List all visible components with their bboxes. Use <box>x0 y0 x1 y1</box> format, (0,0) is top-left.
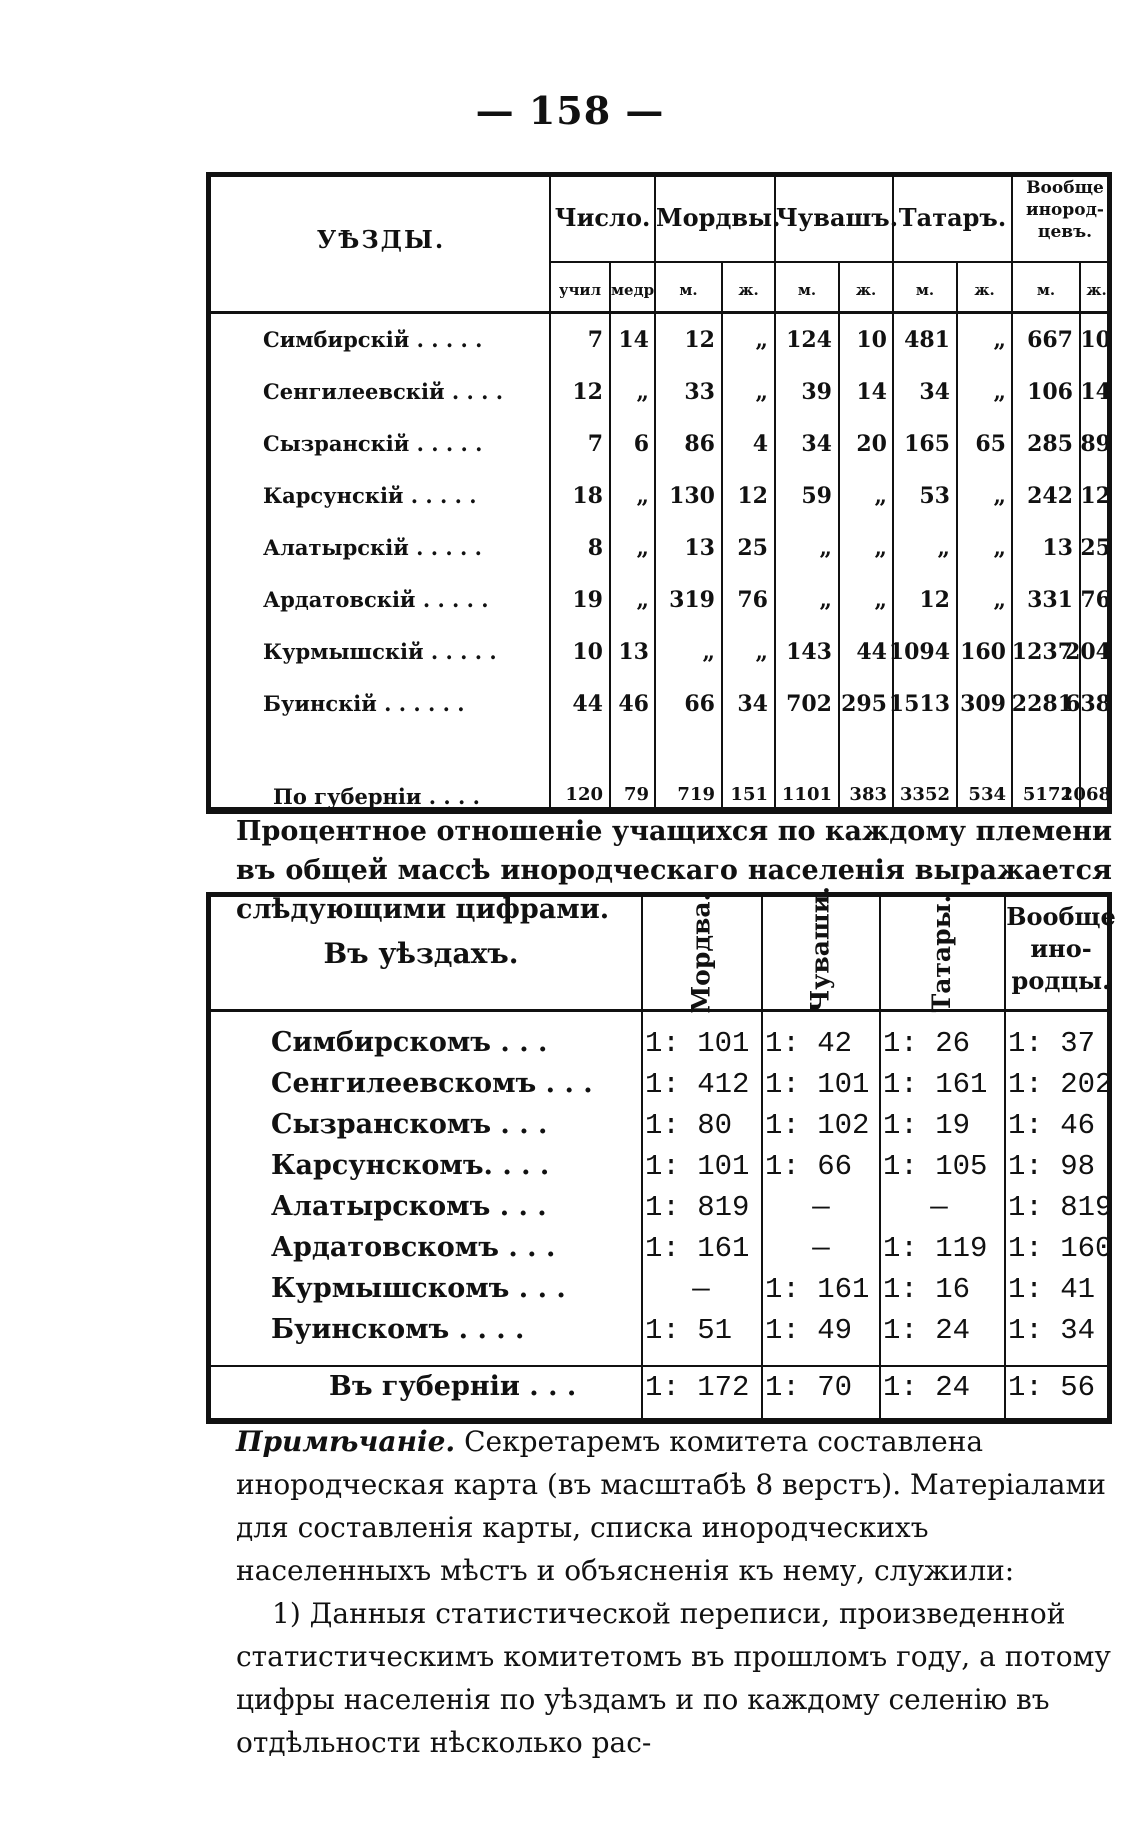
table-cell: 319 <box>669 587 715 613</box>
table-cell: 18 <box>572 483 603 509</box>
header-chuvash: Чувашъ. <box>776 203 899 232</box>
table-cell: 3352 <box>899 784 950 805</box>
ratio-cell: 1: 26 <box>883 1027 971 1060</box>
subheader: м. <box>679 281 698 299</box>
table-cell: 89 <box>1080 431 1111 457</box>
header-chislo: Число. <box>554 203 651 232</box>
table-cell: 285 <box>1027 431 1073 457</box>
table-cell: 204 <box>1065 639 1111 665</box>
table-cell: 44 <box>856 639 887 665</box>
table-cell: 1237 <box>1011 639 1073 665</box>
subheader: ж. <box>738 281 759 299</box>
ratio-cell: 1: 119 <box>883 1232 988 1265</box>
table-cell: 143 <box>786 639 832 665</box>
district-name: Карсунскій . . . . . <box>263 483 477 508</box>
table-cell: „ <box>874 535 887 561</box>
note-item-1: 1) Данныя статистической переписи, произведенной статистическимъ комитетомъ въ прошломъ году, а потому цифры населенія по уѣздамъ и по каждому селенію въ отдѣльности нѣсколько рас- <box>236 1597 1111 1759</box>
total-rule <box>211 1365 1107 1367</box>
ratio-cell: 1: 101 <box>645 1150 750 1183</box>
table-cell: 10 <box>572 639 603 665</box>
header-uezdy: УѢЗДЫ. <box>316 225 446 254</box>
district-name: Ардатовскомъ . . . <box>271 1232 556 1263</box>
ratio-table <box>206 885 1116 1424</box>
ratio-cell: 1: 101 <box>645 1027 750 1060</box>
header-voobshche: Вообще ино- родцы. <box>1006 902 1116 995</box>
table-cell: 2281 <box>1011 691 1073 717</box>
table-cell: 130 <box>669 483 715 509</box>
ratio-cell: 1: 80 <box>645 1109 733 1142</box>
table-cell: 481 <box>904 327 950 353</box>
table-cell: 10 <box>856 327 887 353</box>
table-cell: „ <box>874 483 887 509</box>
table-cell: 34 <box>919 379 950 405</box>
total-label: Въ губерніи . . . <box>329 1371 577 1402</box>
table-cell: „ <box>636 483 649 509</box>
subheader: ж. <box>855 281 877 299</box>
table-cell: 638 <box>1065 691 1111 717</box>
col-divider <box>761 897 763 1418</box>
table-cell: 120 <box>565 784 603 805</box>
ratio-cell: 1: 46 <box>1008 1109 1096 1142</box>
subheader: м. <box>1036 281 1056 299</box>
table-cell: 39 <box>801 379 832 405</box>
ratio-cell: 1: 202 <box>1008 1068 1113 1101</box>
table-cell: „ <box>702 639 715 665</box>
table-cell: 25 <box>1080 535 1111 561</box>
district-name: Сенгилеевскомъ . . . <box>271 1068 593 1099</box>
table-cell: 383 <box>849 784 887 805</box>
table-cell: „ <box>819 535 832 561</box>
percentage-paragraph: Процентное отношеніе учащихся по каждому племени въ общей массѣ инородческаго населенія выражается слѣдующими цифрами. <box>236 816 1112 925</box>
table-cell: „ <box>819 587 832 613</box>
table-cell: 6 <box>633 431 649 457</box>
table-cell: „ <box>993 379 1006 405</box>
table-cell: 86 <box>684 431 715 457</box>
ratio-cell: 1: 161 <box>645 1232 750 1265</box>
table-cell: 12 <box>1080 483 1111 509</box>
table-cell: 14 <box>856 379 887 405</box>
table-cell: 44 <box>572 691 603 717</box>
table-cell: 46 <box>618 691 649 717</box>
table-cell: 13 <box>684 535 715 561</box>
table-cell: „ <box>755 639 768 665</box>
header-chuvashi: Чуваши. <box>805 885 835 1013</box>
header-uezd: Въ уѣздахъ. <box>323 937 519 970</box>
district-name: Карсунскомъ. . . . <box>271 1150 550 1181</box>
ratio-cell: — <box>692 1273 710 1306</box>
header-voobshche: Вообще инород- цевъ. <box>1025 178 1104 242</box>
table-cell: 10 <box>1080 327 1111 353</box>
table-cell: 25 <box>737 535 768 561</box>
table-cell: 7 <box>587 327 603 353</box>
ratio-cell: 1: 819 <box>1008 1191 1113 1224</box>
table-cell: 702 <box>786 691 832 717</box>
table-cell: 309 <box>960 691 1006 717</box>
table-cell: 76 <box>1080 587 1111 613</box>
header-mordva: Мордвы. <box>656 203 781 232</box>
table-cell: 34 <box>737 691 768 717</box>
table-cell: 331 <box>1027 587 1073 613</box>
note-paragraph <box>236 1420 1112 1592</box>
ratio-cell: 1: 98 <box>1008 1150 1096 1183</box>
table-cell: 719 <box>677 784 715 805</box>
note-label: Примѣчаніе. <box>236 1425 456 1458</box>
table-cell: 165 <box>904 431 950 457</box>
table-cell: 1068 <box>1060 784 1111 805</box>
table-cell: 534 <box>968 784 1006 805</box>
table-cell: „ <box>636 587 649 613</box>
ratio-cell: 1: 66 <box>765 1150 853 1183</box>
table-cell: 19 <box>572 587 603 613</box>
ratio-cell: 1: 42 <box>765 1027 853 1060</box>
table-cell: 151 <box>730 784 768 805</box>
subheader: м. <box>915 281 935 299</box>
district-name: Курмышскій . . . . . <box>263 639 497 664</box>
subheader: учил <box>558 281 602 299</box>
table-cell: 7 <box>587 431 603 457</box>
district-name: Сызранскомъ . . . <box>271 1109 548 1140</box>
ratio-cell: 1: 34 <box>1008 1314 1096 1347</box>
table-cell: 1101 <box>781 784 832 805</box>
ratio-cell: 1: 161 <box>883 1068 988 1101</box>
note-text: Секретаремъ комитета составлена инородческая карта (въ масштабѣ 8 верстъ). Матеріалами для составленія карты, списка инородческихъ населенныхъ мѣстъ и объясненія къ нему, служили: <box>236 1425 1106 1587</box>
header-tatary: Татары. <box>927 894 956 1013</box>
ratio-cell: 1: 37 <box>1008 1027 1096 1060</box>
header-mordva: Мордва. <box>686 892 716 1014</box>
ratio-cell: 1: 51 <box>645 1314 733 1347</box>
table-cell: 12 <box>684 327 715 353</box>
ratio-cell: 1: 41 <box>1008 1273 1096 1306</box>
table-cell: 53 <box>919 483 950 509</box>
ratio-cell: 1: 172 <box>645 1371 750 1404</box>
subheader: медр <box>611 281 655 299</box>
ratio-cell: 1: 160 <box>1008 1232 1113 1265</box>
table-cell: „ <box>993 327 1006 353</box>
ratio-cell: 1: 24 <box>883 1371 971 1404</box>
subheader: м. <box>797 281 817 299</box>
table-cell: 13 <box>1042 535 1073 561</box>
subheader: ж. <box>974 281 995 299</box>
table-cell: 14 <box>618 327 649 353</box>
district-name: Симбирскомъ . . . <box>271 1027 548 1058</box>
table-cell: „ <box>636 535 649 561</box>
table-cell: 8 <box>587 535 603 561</box>
header-tatar: Татаръ. <box>898 203 1007 232</box>
table-cell: „ <box>755 379 768 405</box>
ratio-cell: 1: 102 <box>765 1109 870 1142</box>
table-cell: 20 <box>856 431 887 457</box>
ratio-cell: — <box>812 1232 830 1265</box>
ratio-cell: 1: 56 <box>1008 1371 1096 1404</box>
district-name: Курмышскомъ . . . <box>271 1273 566 1304</box>
students-table <box>206 172 1112 814</box>
total-label: По губерніи . . . . <box>273 784 480 809</box>
table-cell: 66 <box>684 691 715 717</box>
table-cell: 5172 <box>1022 784 1073 805</box>
ratio-cell: — <box>930 1191 948 1224</box>
table-cell: „ <box>755 327 768 353</box>
table-cell: 65 <box>975 431 1006 457</box>
ratio-cell: 1: 24 <box>883 1314 971 1347</box>
table-cell: 667 <box>1027 327 1073 353</box>
table-cell: 295 <box>841 691 887 717</box>
table-cell: „ <box>993 587 1006 613</box>
table-cell: 1094 <box>888 639 950 665</box>
district-name: Алатырскомъ . . . <box>271 1191 547 1222</box>
table-cell: 59 <box>801 483 832 509</box>
header-rule <box>211 1009 1107 1012</box>
table-cell: 106 <box>1027 379 1073 405</box>
table-cell: 14 <box>1080 379 1111 405</box>
subheader: ж. <box>1086 281 1107 299</box>
ratio-cell: 1: 70 <box>765 1371 853 1404</box>
table-cell: 1513 <box>888 691 950 717</box>
table-cell: 12 <box>572 379 603 405</box>
table-cell: 33 <box>684 379 715 405</box>
ratio-cell: 1: 412 <box>645 1068 750 1101</box>
page-number: — 158 — <box>475 88 665 133</box>
ratio-cell: 1: 161 <box>765 1273 870 1306</box>
table-cell: 4 <box>752 431 768 457</box>
col-divider <box>879 897 881 1418</box>
district-name: Симбирскій . . . . . <box>263 327 483 352</box>
ratio-cell: — <box>812 1191 830 1224</box>
ratio-cell: 1: 16 <box>883 1273 971 1306</box>
table-cell: „ <box>937 535 950 561</box>
table-cell: 79 <box>623 784 649 805</box>
district-name: Сенгилеевскій . . . . <box>263 379 504 404</box>
table-cell: 76 <box>737 587 768 613</box>
district-name: Сызранскій . . . . . <box>263 431 483 456</box>
table-cell: 12 <box>919 587 950 613</box>
district-name: Ардатовскій . . . . . <box>263 587 489 612</box>
subheader-rule <box>549 261 1107 263</box>
table-cell: „ <box>993 535 1006 561</box>
table-cell: 160 <box>960 639 1006 665</box>
district-name: Алатырскій . . . . . <box>263 535 482 560</box>
table-cell: 12 <box>737 483 768 509</box>
table-cell: „ <box>993 483 1006 509</box>
ratio-cell: 1: 105 <box>883 1150 988 1183</box>
table-cell: 124 <box>786 327 832 353</box>
col-divider <box>641 897 643 1418</box>
ratio-cell: 1: 101 <box>765 1068 870 1101</box>
ratio-cell: 1: 49 <box>765 1314 853 1347</box>
district-name: Буинскій . . . . . . <box>263 691 465 716</box>
ratio-cell: 1: 819 <box>645 1191 750 1224</box>
table-cell: 13 <box>618 639 649 665</box>
table-cell: „ <box>874 587 887 613</box>
table-cell: 242 <box>1027 483 1073 509</box>
table-cell: „ <box>636 379 649 405</box>
table-cell: 34 <box>801 431 832 457</box>
header-rule <box>211 311 1107 314</box>
district-name: Буинскомъ . . . . <box>271 1314 525 1345</box>
ratio-cell: 1: 19 <box>883 1109 971 1142</box>
